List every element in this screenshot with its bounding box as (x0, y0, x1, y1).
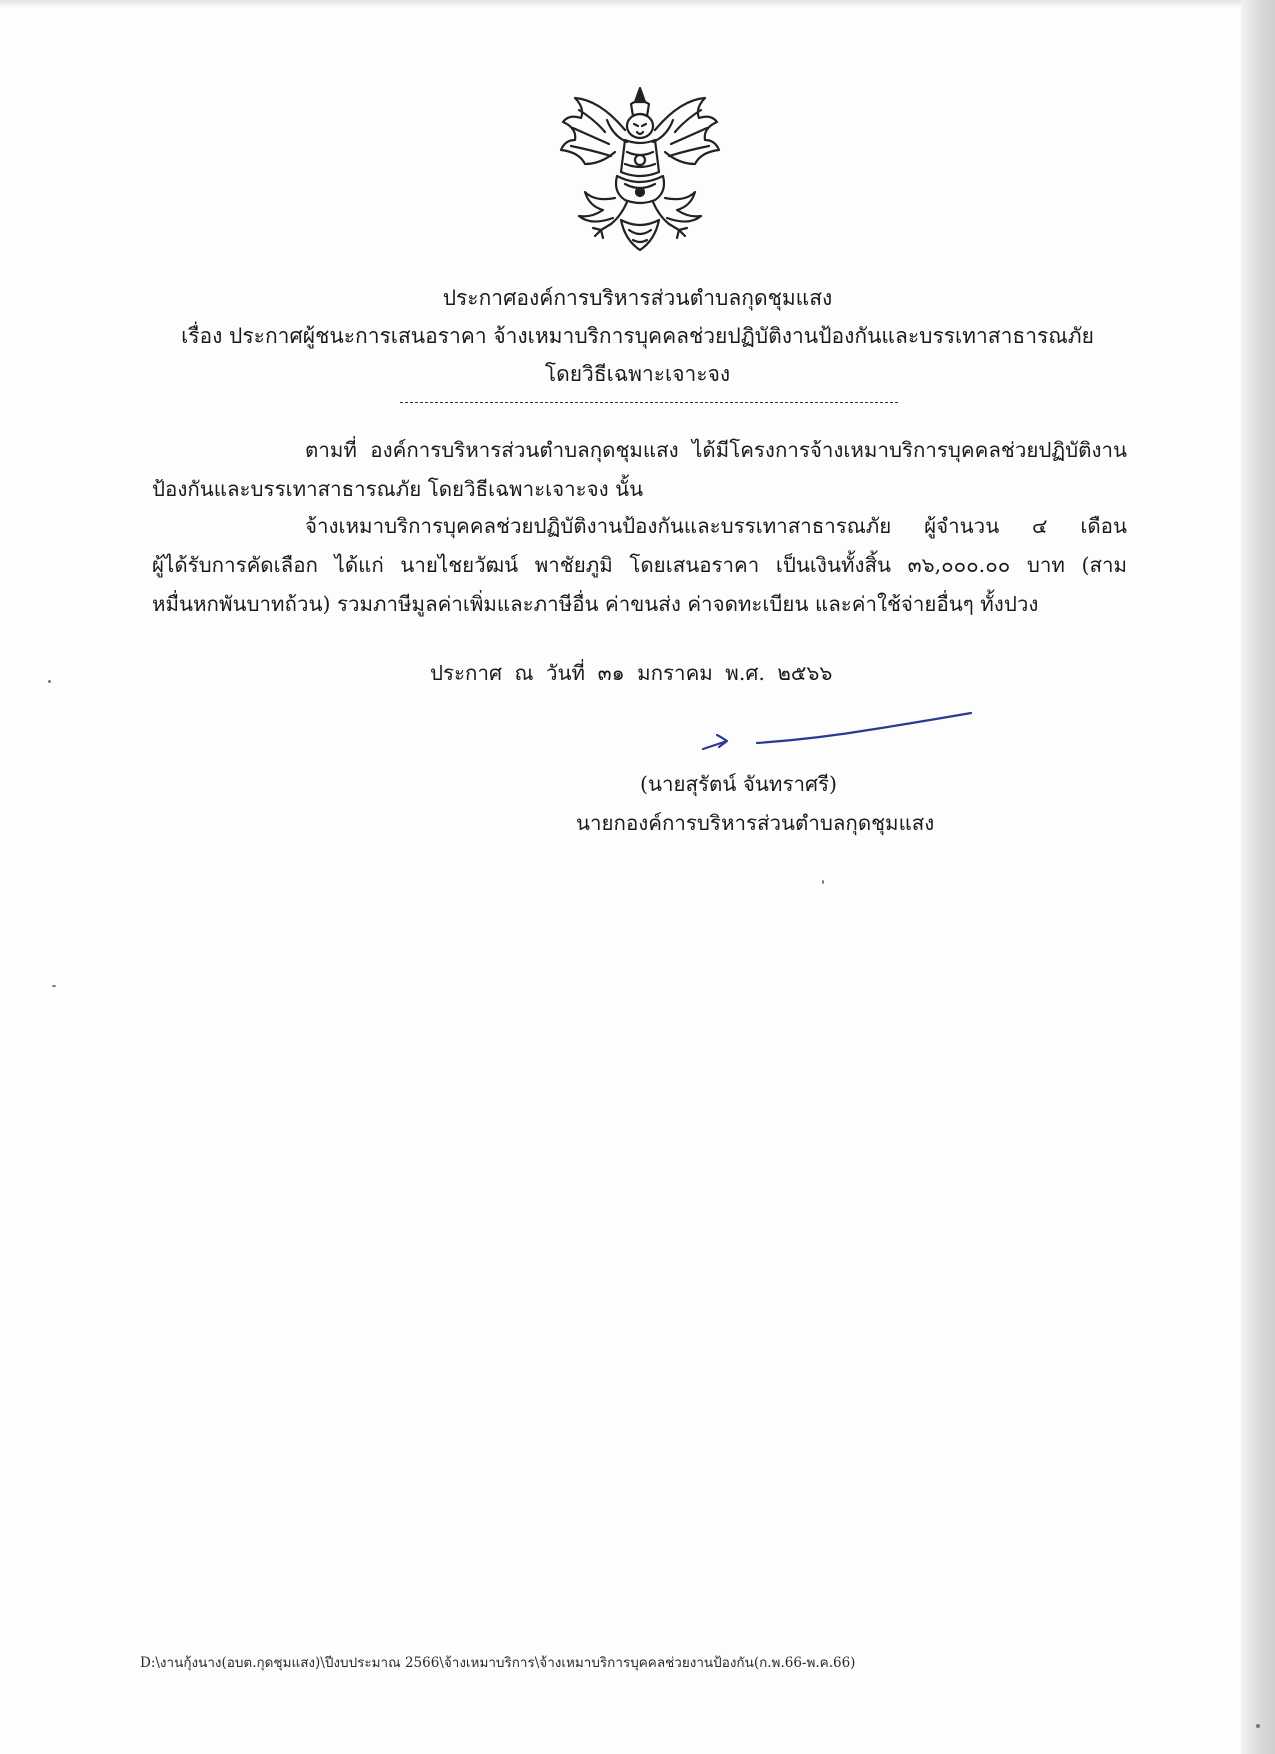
paragraph-1-line-2: ป้องกันและบรรเทาสาธารณภัย โดยวิธีเฉพาะเจาะจง นั้น (152, 477, 644, 501)
footer-file-path: D:\งานกุ้งนาง(อบต.กุดชุมแสง)\ปีงบประมาณ 2566\จ้างเหมาบริการ\จ้างเหมาบริการบุคคลช่วยงานป้องกัน(ก.พ.66-พ.ค.66) (140, 1655, 856, 1671)
signer-position: นายกองค์การบริหารส่วนตำบลกุดชุมแสง (576, 811, 935, 835)
paragraph-2-line-1: จ้างเหมาบริการบุคคลช่วยปฏิบัติงานป้องกันและบรรเทาสาธารณภัย ผู้จำนวน ๔ เดือน (305, 514, 1127, 538)
announcement-date: ประกาศ ณ วันที่ ๓๑ มกราคม พ.ศ. ๒๕๖๖ (430, 661, 833, 685)
scan-speck (52, 985, 56, 987)
handwritten-signature (695, 705, 975, 755)
announcement-title: ประกาศองค์การบริหารส่วนตำบลกุดชุมแสง (442, 286, 833, 310)
header-divider (400, 402, 898, 403)
scan-speck (822, 880, 824, 884)
paragraph-2-line-2: ผู้ได้รับการคัดเลือก ได้แก่ นายไชยวัฒน์ พาชัยภูมิ โดยเสนอราคา เป็นเงินทั้งสิ้น ๓๖,๐๐๐.๐๐ บาท (สาม (152, 553, 1127, 577)
scan-top-shadow (0, 0, 1275, 8)
paragraph-2-line-3: หมื่นหกพันบาทถ้วน) รวมภาษีมูลค่าเพิ่มและภาษีอื่น ค่าขนส่ง ค่าจดทะเบียน และค่าใช้จ่ายอื่นๆ ทั้งปวง (152, 592, 1039, 616)
announcement-subject: เรื่อง ประกาศผู้ชนะการเสนอราคา จ้างเหมาบริการบุคคลช่วยปฏิบัติงานป้องกันและบรรเทาสาธารณภัย (181, 324, 1094, 348)
signer-name: (นายสุรัตน์ จันทราศรี) (640, 772, 837, 796)
scan-speck (1256, 1724, 1260, 1728)
garuda-emblem-icon (555, 80, 725, 260)
scan-speck (48, 680, 51, 683)
scan-edge-shadow (1241, 0, 1275, 1754)
announcement-method: โดยวิธีเฉพาะเจาะจง (544, 362, 731, 386)
paragraph-1-line-1: ตามที่ องค์การบริหารส่วนตำบลกุดชุมแสง ได้มีโครงการจ้างเหมาบริการบุคคลช่วยปฏิบัติงาน (305, 438, 1127, 462)
